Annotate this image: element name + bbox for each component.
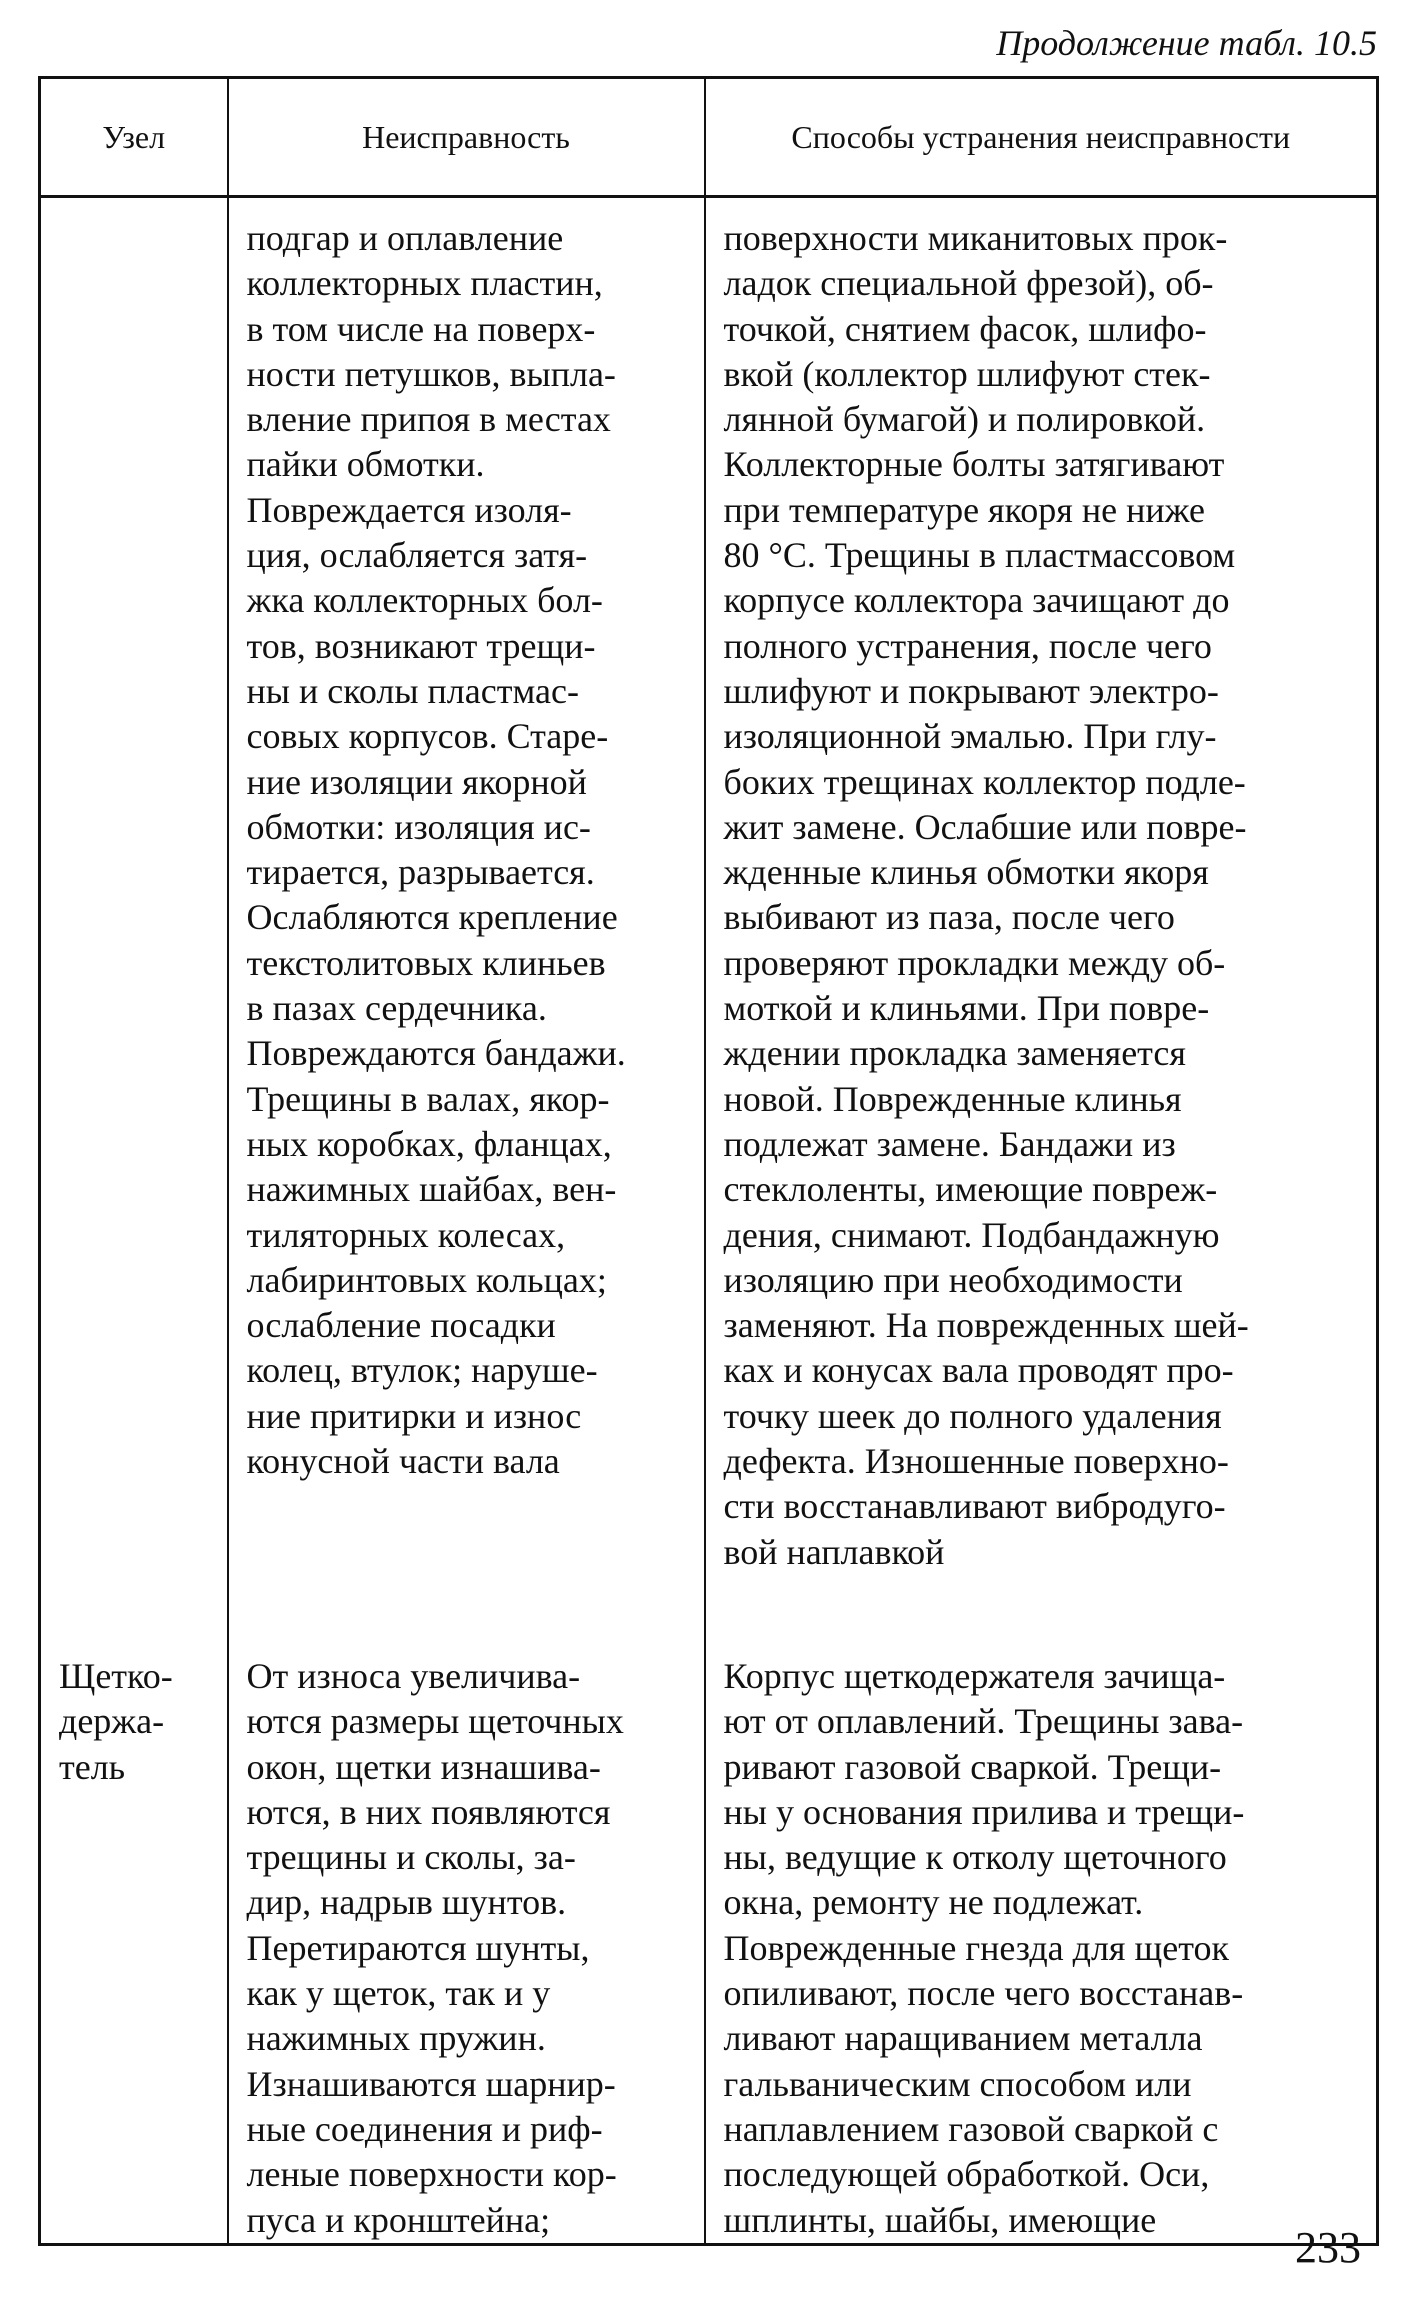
node-cell [40,1626,228,2244]
text-line: колец, втулок; наруше- [246,1350,598,1391]
text-line: ливают наращиванием металла [723,2018,1203,2059]
text-line: пайки обмотки. [246,444,485,485]
text-line: точку шеек до полного удаления [723,1395,1222,1436]
table-row [40,197,1378,1627]
text-line: последующей обработкой. Оси, [723,2154,1210,2195]
text-line: дефекта. Изношенные поверхно- [723,1441,1229,1482]
text-line: жит замене. Ослабшие или повре- [723,806,1247,847]
text-line: подгар и оплавление [246,218,564,258]
text-line: дир, надрыв шунтов. [246,1882,567,1923]
text-line: наплавлением газовой сваркой с [723,2108,1219,2149]
text-line: тирается, разрывается. [246,852,595,893]
text-line: ных коробках, фланцах, [246,1123,612,1164]
text-line: ослабление посадки [246,1305,556,1346]
text-line: вление припоя в местах [246,399,611,440]
text-line: ют от оплавлений. Трещины зава- [723,1701,1244,1742]
text-line: проверяют прокладки между об- [723,942,1226,983]
remedy-cell [705,197,1378,1627]
text-line: жденные клинья обмотки якоря [723,852,1209,893]
table-header-row [40,78,1378,197]
text-line: ны, ведущие к отколу щеточного [723,1837,1227,1878]
text-line: От износа увеличива- [246,1656,581,1696]
text-line: тель [59,1746,126,1787]
text-line: ладок специальной фрезой), об- [723,263,1214,304]
text-line: корпусе коллектора зачищают до [723,580,1230,621]
text-line: Перетираются шунты, [246,1927,590,1968]
text-line: ждении прокладка заменяется [723,1033,1186,1074]
text-line: сти восстанавливают вибродуго- [723,1486,1226,1527]
text-line: моткой и клиньями. При повре- [723,988,1210,1029]
text-line: вкой (коллектор шлифуют стек- [723,353,1211,394]
text-line: гальваническим способом или [723,2063,1192,2104]
text-line: ности петушков, выпла- [246,353,616,394]
text-line: нажимных пружин. [246,2018,546,2059]
text-line: леные поверхности кор- [246,2154,617,2195]
text-line: боких трещинах коллектор подле- [723,761,1246,802]
text-line: полного устранения, после чего [723,625,1212,666]
remedy-cell [705,1626,1378,2244]
text-line: подлежат замене. Бандажи из [723,1123,1176,1164]
fault-cell [228,1626,705,2244]
text-line: Корпус щеткодержателя зачища- [723,1656,1226,1696]
text-line: совых корпусов. Старе- [246,716,609,757]
text-line: нажимных шайбах, вен- [246,1169,617,1210]
table-caption: Продолжение табл. 10.5 [996,23,1377,63]
text-line: Щетко- [59,1656,173,1696]
text-line: ные соединения и риф- [246,2108,603,2149]
header-fault: Неисправность [228,78,705,197]
text-line: заменяют. На поврежденных шей- [723,1305,1249,1346]
text-line: изоляционной эмалью. При глу- [723,716,1217,757]
header-node: Узел [40,78,228,197]
text-line: выбивают из паза, после чего [723,897,1175,938]
text-line: лабиринтовых кольцах; [246,1259,607,1300]
text-line: Коллекторные болты затягивают [723,444,1225,485]
text-line: тов, возникают трещи- [246,625,596,666]
text-line: опиливают, после чего восстанав- [723,1973,1244,2014]
text-line: Поврежденные гнезда для щеток [723,1927,1229,1968]
text-line: 80 °С. Трещины в пластмассовом [723,535,1236,576]
text-line: дения, снимают. Подбандажную [723,1214,1220,1255]
table-row [40,1626,1378,2244]
text-line: жка коллекторных бол- [246,580,603,621]
text-line: трещины и сколы, за- [246,1837,576,1878]
repair-table [38,76,1379,2246]
text-line: как у щеток, так и у [246,1973,551,2014]
text-line: обмотки: изоляция ис- [246,806,591,847]
text-line: шплинты, шайбы, имеющие [723,2199,1157,2240]
text-line: ках и конусах вала проводят про- [723,1350,1234,1391]
text-line: Повреждается изоля- [246,489,572,530]
text-line: держа- [59,1701,165,1742]
text-line: ривают газовой сваркой. Трещи- [723,1746,1222,1787]
text-line: точкой, снятием фасок, шлифо- [723,308,1207,349]
text-line: окна, ремонту не подлежат. [723,1882,1144,1923]
text-line: конусной части вала [246,1441,560,1482]
text-line: ция, ослабляется затя- [246,535,588,576]
text-line: коллекторных пластин, [246,263,603,304]
text-line: ние притирки и износ [246,1395,582,1436]
text-line: Ослабляются крепление [246,897,618,938]
text-line: стеклоленты, имеющие повреж- [723,1169,1218,1210]
fault-cell [228,197,705,1627]
node-cell [40,197,228,1627]
text-line: ны и сколы пластмас- [246,670,579,711]
text-line: поверхности миканитовых прок- [723,218,1228,258]
text-line: в пазах сердечника. [246,988,547,1029]
text-line: пуса и кронштейна; [246,2199,551,2240]
text-line: вой наплавкой [723,1531,945,1572]
text-line: ются, в них появляются [246,1791,611,1832]
text-line: при температуре якоря не ниже [723,489,1205,530]
text-line: шлифуют и покрывают электро- [723,670,1219,711]
text-line: тиляторных колесах, [246,1214,566,1255]
text-line: новой. Поврежденные клинья [723,1078,1182,1119]
text-line: Изнашиваются шарнир- [246,2063,616,2104]
text-line: ние изоляции якорной [246,761,587,802]
text-line: лянной бумагой) и полировкой. [723,399,1206,440]
text-line: Трещины в валах, якор- [246,1078,610,1119]
text-line: ются размеры щеточных [246,1701,624,1742]
text-line: ны у основания прилива и трещи- [723,1791,1245,1832]
text-line: окон, щетки изнашива- [246,1746,601,1787]
text-line: изоляцию при необходимости [723,1259,1183,1300]
header-remedy: Способы устранения неисправности [705,78,1378,197]
text-line: в том числе на поверх- [246,308,596,349]
text-line: текстолитовых клиньев [246,942,606,983]
page-number: 233 [1295,2223,1361,2272]
text-line: Повреждаются бандажи. [246,1033,626,1074]
